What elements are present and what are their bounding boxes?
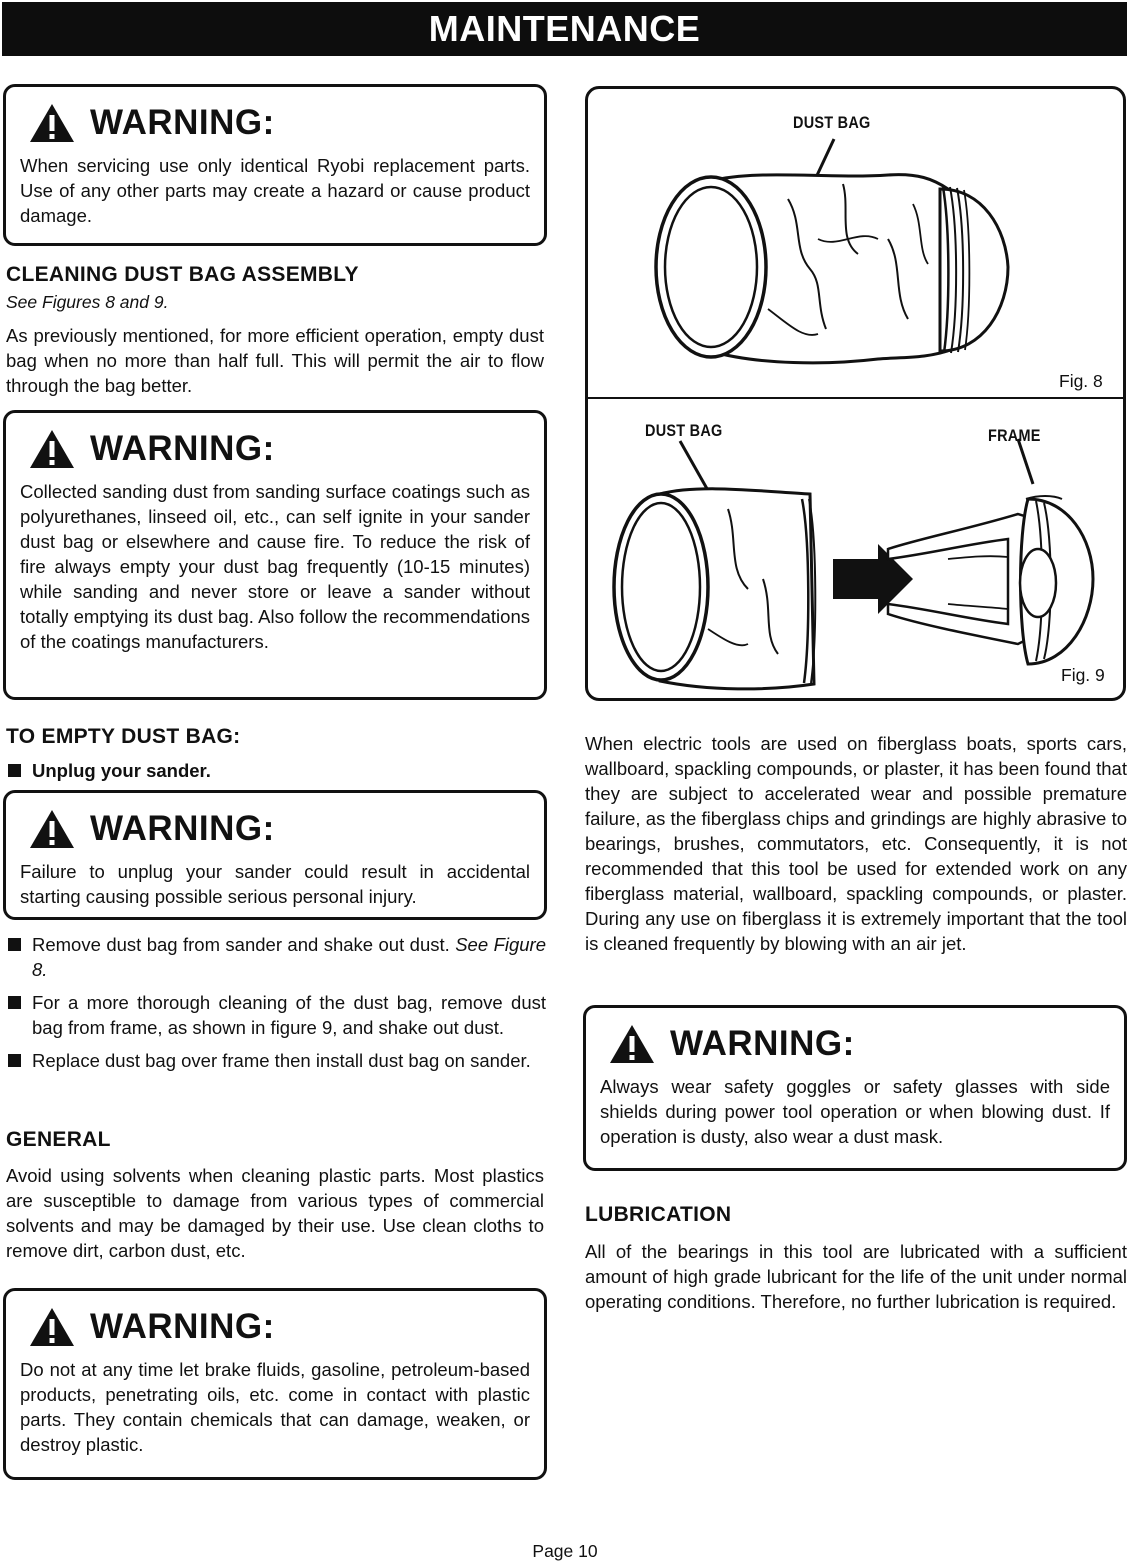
warning-triangle-icon [608, 1023, 656, 1065]
figure-reference: See Figures 8 and 9. [6, 292, 169, 312]
cleaning-paragraph: As previously mentioned, for more efficient operation, empty dust bag when no more than half full. This will permit the air to flow through the bag better. [6, 325, 544, 396]
empty-step-list-1 [6, 758, 546, 791]
section-heading-cleaning: CLEANING DUST BAG ASSEMBLY [6, 263, 359, 286]
list-item [6, 990, 546, 1040]
list-item [6, 1048, 546, 1073]
warning-title: WARNING: [90, 1307, 275, 1346]
warning-box-goggles [583, 1005, 1127, 1171]
warning-box-replacement-parts [3, 84, 547, 246]
section-heading-lubrication: LUBRICATION [585, 1203, 732, 1226]
warning-triangle-icon [28, 1306, 76, 1348]
bullet-square-icon [8, 996, 21, 1009]
fig8-caption: Fig. 8 [1059, 371, 1103, 391]
bullet-square-icon [8, 938, 21, 951]
fig9-disassembly-illustration [588, 399, 1126, 701]
list-item [6, 932, 546, 982]
warning-box-unplug [3, 790, 547, 920]
warning-box-solvents [3, 1288, 547, 1480]
warning-text: Always wear safety goggles or safety glasses with side shields during power tool operation or when blowing dust. If operation is dusty, also wear a dust mask. [600, 1076, 1110, 1147]
warning-title: WARNING: [90, 809, 275, 848]
section-heading-general: GENERAL [6, 1128, 111, 1151]
page-banner: MAINTENANCE [2, 2, 1127, 56]
fiberglass-paragraph: When electric tools are used on fiberglass boats, sports cars, wallboard, spackling compounds, or plaster, it has been found that they are subject to accelerated wear and possible premature failure, as the fiberglass chips and grindings are highly abrasive to bearings, brushes, commutators, etc. Consequently, it is not recommended that this tool be used for extended work on any fiberglass material, wallboard, spackling compounds, or plaster. During any use on fiberglass it is extremely important that the tool is cleaned frequently by blowing with an air jet. [585, 733, 1127, 954]
step-text: Unplug your sander. [32, 760, 211, 781]
warning-triangle-icon [28, 428, 76, 470]
list-item [6, 758, 546, 783]
fig8-dust-bag-illustration [588, 89, 1126, 397]
bullet-square-icon [8, 764, 21, 777]
warning-title: WARNING: [90, 429, 275, 468]
step-text: Replace dust bag over frame then install dust bag on sander. [32, 1050, 531, 1071]
page-number: Page 10 [532, 1541, 598, 1561]
warning-text: When servicing use only identical Ryobi replacement parts. Use of any other parts may create a hazard or cause product damage. [20, 155, 530, 226]
figures-panel [585, 86, 1126, 701]
empty-step-list-2 [6, 932, 546, 1081]
fig8-dust-bag-label: DUST BAG [793, 113, 871, 132]
warning-box-fire [3, 410, 547, 700]
warning-title: WARNING: [670, 1024, 855, 1063]
bullet-square-icon [8, 1054, 21, 1067]
step-text: Remove dust bag from sander and shake out dust. [32, 934, 456, 955]
warning-triangle-icon [28, 808, 76, 850]
section-heading-empty: TO EMPTY DUST BAG: [6, 725, 241, 748]
step-text: For a more thorough cleaning of the dust bag, remove dust bag from frame, as shown in figure 9, and shake out dust. [32, 992, 546, 1038]
fig9-caption: Fig. 9 [1061, 665, 1105, 685]
warning-text: Do not at any time let brake fluids, gasoline, petroleum-based products, penetrating oils, etc. come in contact with plastic parts. They contain chemicals that can damage, weaken, or destroy plastic. [20, 1359, 530, 1455]
lubrication-paragraph: All of the bearings in this tool are lubricated with a sufficient amount of high grade lubricant for the life of the unit under normal operating conditions. Therefore, no further lubrication is required. [585, 1241, 1127, 1312]
fig9-dust-bag-label: DUST BAG [645, 421, 723, 440]
fig9-frame-label: FRAME [988, 426, 1041, 445]
figure-reference: See Figure 8. [32, 934, 547, 980]
warning-title: WARNING: [90, 103, 275, 142]
warning-text: Failure to unplug your sander could result in accidental starting causing possible serious personal injury. [20, 861, 530, 907]
warning-triangle-icon [28, 102, 76, 144]
general-paragraph: Avoid using solvents when cleaning plastic parts. Most plastics are susceptible to damage from various types of commercial solvents and may be damaged by their use. Use clean cloths to remove dirt, carbon dust, etc. [6, 1165, 544, 1261]
warning-text: Collected sanding dust from sanding surface coatings such as polyurethanes, linseed oil, etc., can self ignite in your sander dust bag or elsewhere and cause fire. To reduce the risk of fire always empty your dust bag frequently (10-15 minutes) while sanding and never store or leave a sander without totally emptying its dust bag. Also follow the recommendations of the coatings manufacturers. [20, 481, 530, 652]
